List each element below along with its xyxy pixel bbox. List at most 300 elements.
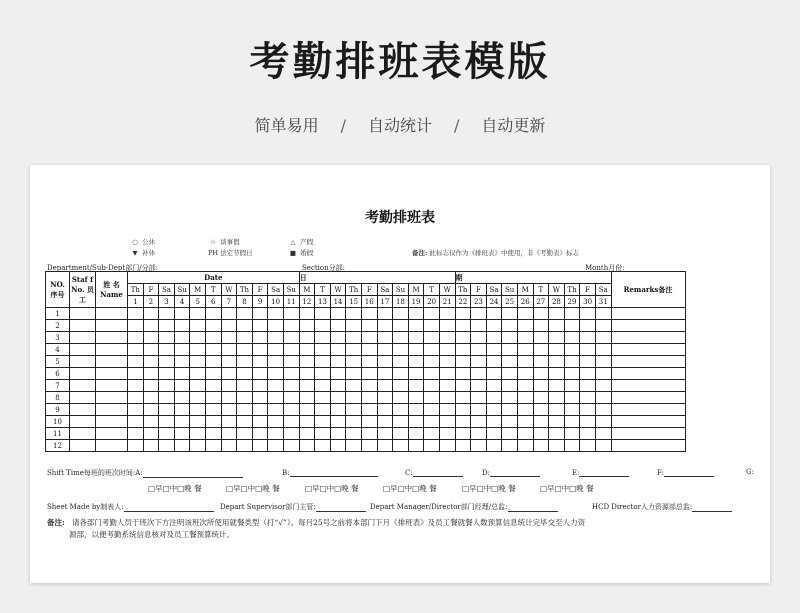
shift-cell[interactable] bbox=[283, 344, 299, 356]
shift-cell[interactable] bbox=[252, 380, 268, 392]
shift-cell[interactable] bbox=[595, 392, 611, 404]
staff-no-cell[interactable] bbox=[70, 332, 96, 344]
remarks-cell[interactable] bbox=[611, 320, 685, 332]
shift-slot-f-field[interactable] bbox=[657, 468, 714, 477]
shift-cell[interactable] bbox=[361, 368, 377, 380]
shift-cell[interactable] bbox=[502, 344, 518, 356]
shift-cell[interactable] bbox=[564, 308, 580, 320]
shift-cell[interactable] bbox=[549, 356, 565, 368]
shift-cell[interactable] bbox=[455, 332, 471, 344]
shift-cell[interactable] bbox=[252, 332, 268, 344]
shift-cell[interactable] bbox=[221, 308, 237, 320]
shift-cell[interactable] bbox=[393, 380, 409, 392]
shift-cell[interactable] bbox=[128, 332, 144, 344]
shift-cell[interactable] bbox=[533, 440, 549, 452]
shift-cell[interactable] bbox=[533, 320, 549, 332]
shift-cell[interactable] bbox=[517, 332, 533, 344]
shift-cell[interactable] bbox=[237, 416, 253, 428]
shift-cell[interactable] bbox=[252, 320, 268, 332]
shift-cell[interactable] bbox=[346, 440, 362, 452]
shift-cell[interactable] bbox=[143, 440, 159, 452]
shift-cell[interactable] bbox=[361, 320, 377, 332]
shift-cell[interactable] bbox=[315, 344, 331, 356]
shift-cell[interactable] bbox=[283, 368, 299, 380]
shift-cell[interactable] bbox=[128, 320, 144, 332]
shift-cell[interactable] bbox=[159, 356, 175, 368]
shift-cell[interactable] bbox=[361, 428, 377, 440]
shift-cell[interactable] bbox=[439, 404, 455, 416]
shift-cell[interactable] bbox=[128, 368, 144, 380]
shift-cell[interactable] bbox=[549, 320, 565, 332]
shift-cell[interactable] bbox=[455, 380, 471, 392]
shift-cell[interactable] bbox=[330, 356, 346, 368]
shift-cell[interactable] bbox=[237, 356, 253, 368]
shift-cell[interactable] bbox=[190, 344, 206, 356]
shift-cell[interactable] bbox=[471, 368, 487, 380]
shift-cell[interactable] bbox=[517, 416, 533, 428]
shift-cell[interactable] bbox=[315, 320, 331, 332]
shift-cell[interactable] bbox=[299, 308, 315, 320]
shift-cell[interactable] bbox=[564, 368, 580, 380]
shift-cell[interactable] bbox=[315, 404, 331, 416]
shift-cell[interactable] bbox=[455, 308, 471, 320]
shift-cell[interactable] bbox=[346, 416, 362, 428]
shift-cell[interactable] bbox=[439, 428, 455, 440]
shift-cell[interactable] bbox=[486, 380, 502, 392]
shift-cell[interactable] bbox=[595, 308, 611, 320]
shift-cell[interactable] bbox=[580, 356, 596, 368]
shift-cell[interactable] bbox=[377, 332, 393, 344]
shift-cell[interactable] bbox=[174, 344, 190, 356]
shift-cell[interactable] bbox=[346, 308, 362, 320]
shift-cell[interactable] bbox=[128, 428, 144, 440]
shift-cell[interactable] bbox=[377, 416, 393, 428]
shift-cell[interactable] bbox=[549, 428, 565, 440]
shift-cell[interactable] bbox=[221, 392, 237, 404]
shift-cell[interactable] bbox=[268, 380, 284, 392]
shift-cell[interactable] bbox=[377, 440, 393, 452]
shift-cell[interactable] bbox=[486, 368, 502, 380]
shift-cell[interactable] bbox=[299, 380, 315, 392]
shift-cell[interactable] bbox=[424, 428, 440, 440]
shift-cell[interactable] bbox=[564, 332, 580, 344]
shift-cell[interactable] bbox=[221, 416, 237, 428]
shift-cell[interactable] bbox=[533, 404, 549, 416]
shift-cell[interactable] bbox=[299, 440, 315, 452]
shift-cell[interactable] bbox=[377, 392, 393, 404]
shift-cell[interactable] bbox=[221, 380, 237, 392]
shift-cell[interactable] bbox=[486, 320, 502, 332]
shift-cell[interactable] bbox=[299, 332, 315, 344]
shift-cell[interactable] bbox=[283, 392, 299, 404]
shift-cell[interactable] bbox=[424, 368, 440, 380]
shift-cell[interactable] bbox=[283, 320, 299, 332]
shift-cell[interactable] bbox=[471, 404, 487, 416]
shift-cell[interactable] bbox=[377, 356, 393, 368]
shift-cell[interactable] bbox=[190, 440, 206, 452]
shift-cell[interactable] bbox=[299, 416, 315, 428]
shift-cell[interactable] bbox=[346, 380, 362, 392]
meal-option-e[interactable]: □早□中□晚 餐 bbox=[462, 484, 516, 493]
shift-cell[interactable] bbox=[283, 416, 299, 428]
shift-cell[interactable] bbox=[128, 380, 144, 392]
shift-cell[interactable] bbox=[424, 440, 440, 452]
shift-cell[interactable] bbox=[533, 356, 549, 368]
shift-cell[interactable] bbox=[268, 404, 284, 416]
shift-cell[interactable] bbox=[595, 320, 611, 332]
shift-cell[interactable] bbox=[174, 368, 190, 380]
shift-slot-g-field[interactable] bbox=[746, 468, 754, 476]
shift-cell[interactable] bbox=[424, 356, 440, 368]
shift-cell[interactable] bbox=[237, 344, 253, 356]
shift-cell[interactable] bbox=[143, 368, 159, 380]
shift-cell[interactable] bbox=[330, 440, 346, 452]
shift-cell[interactable] bbox=[471, 332, 487, 344]
shift-cell[interactable] bbox=[595, 344, 611, 356]
remarks-cell[interactable] bbox=[611, 356, 685, 368]
shift-cell[interactable] bbox=[346, 368, 362, 380]
shift-cell[interactable] bbox=[408, 344, 424, 356]
meal-option-c[interactable]: □早□中□晚 餐 bbox=[305, 484, 359, 493]
shift-cell[interactable] bbox=[159, 368, 175, 380]
staff-no-cell[interactable] bbox=[70, 428, 96, 440]
shift-cell[interactable] bbox=[268, 332, 284, 344]
shift-cell[interactable] bbox=[502, 392, 518, 404]
shift-cell[interactable] bbox=[424, 308, 440, 320]
shift-cell[interactable] bbox=[221, 368, 237, 380]
shift-cell[interactable] bbox=[128, 416, 144, 428]
shift-cell[interactable] bbox=[361, 416, 377, 428]
shift-cell[interactable] bbox=[455, 356, 471, 368]
shift-cell[interactable] bbox=[315, 380, 331, 392]
shift-cell[interactable] bbox=[533, 344, 549, 356]
shift-cell[interactable] bbox=[549, 404, 565, 416]
shift-cell[interactable] bbox=[268, 344, 284, 356]
shift-cell[interactable] bbox=[143, 404, 159, 416]
shift-cell[interactable] bbox=[393, 368, 409, 380]
shift-slot-e-field[interactable] bbox=[572, 468, 629, 477]
shift-cell[interactable] bbox=[564, 404, 580, 416]
remarks-cell[interactable] bbox=[611, 308, 685, 320]
shift-cell[interactable] bbox=[424, 392, 440, 404]
shift-cell[interactable] bbox=[439, 320, 455, 332]
shift-cell[interactable] bbox=[595, 356, 611, 368]
name-cell[interactable] bbox=[96, 320, 128, 332]
shift-cell[interactable] bbox=[252, 440, 268, 452]
shift-cell[interactable] bbox=[564, 320, 580, 332]
signature-manager[interactable]: Depart Manager/Director部门经理/总监: bbox=[370, 502, 558, 512]
shift-cell[interactable] bbox=[471, 320, 487, 332]
meal-option-a[interactable]: □早□中□晚 餐 bbox=[148, 484, 202, 493]
shift-cell[interactable] bbox=[502, 428, 518, 440]
shift-cell[interactable] bbox=[315, 308, 331, 320]
shift-cell[interactable] bbox=[393, 428, 409, 440]
shift-cell[interactable] bbox=[190, 416, 206, 428]
shift-cell[interactable] bbox=[564, 416, 580, 428]
shift-cell[interactable] bbox=[549, 332, 565, 344]
shift-cell[interactable] bbox=[502, 320, 518, 332]
shift-cell[interactable] bbox=[393, 416, 409, 428]
shift-cell[interactable] bbox=[159, 308, 175, 320]
shift-cell[interactable] bbox=[533, 368, 549, 380]
shift-cell[interactable] bbox=[174, 428, 190, 440]
shift-cell[interactable] bbox=[393, 344, 409, 356]
shift-cell[interactable] bbox=[408, 440, 424, 452]
shift-cell[interactable] bbox=[595, 416, 611, 428]
shift-cell[interactable] bbox=[205, 368, 221, 380]
shift-cell[interactable] bbox=[564, 344, 580, 356]
shift-slot-b-field[interactable] bbox=[282, 468, 378, 477]
shift-cell[interactable] bbox=[471, 392, 487, 404]
shift-cell[interactable] bbox=[252, 404, 268, 416]
shift-cell[interactable] bbox=[486, 344, 502, 356]
shift-cell[interactable] bbox=[143, 308, 159, 320]
staff-no-cell[interactable] bbox=[70, 404, 96, 416]
shift-cell[interactable] bbox=[346, 344, 362, 356]
shift-cell[interactable] bbox=[580, 428, 596, 440]
name-cell[interactable] bbox=[96, 344, 128, 356]
shift-cell[interactable] bbox=[580, 344, 596, 356]
shift-cell[interactable] bbox=[128, 440, 144, 452]
shift-cell[interactable] bbox=[471, 428, 487, 440]
shift-cell[interactable] bbox=[517, 392, 533, 404]
shift-cell[interactable] bbox=[361, 380, 377, 392]
shift-cell[interactable] bbox=[439, 356, 455, 368]
remarks-cell[interactable] bbox=[611, 332, 685, 344]
shift-cell[interactable] bbox=[471, 356, 487, 368]
shift-cell[interactable] bbox=[283, 332, 299, 344]
shift-cell[interactable] bbox=[564, 392, 580, 404]
shift-cell[interactable] bbox=[564, 356, 580, 368]
name-cell[interactable] bbox=[96, 380, 128, 392]
shift-cell[interactable] bbox=[502, 368, 518, 380]
name-cell[interactable] bbox=[96, 368, 128, 380]
shift-cell[interactable] bbox=[159, 404, 175, 416]
shift-cell[interactable] bbox=[517, 380, 533, 392]
shift-cell[interactable] bbox=[455, 440, 471, 452]
shift-cell[interactable] bbox=[517, 344, 533, 356]
shift-cell[interactable] bbox=[424, 332, 440, 344]
shift-cell[interactable] bbox=[393, 332, 409, 344]
shift-cell[interactable] bbox=[237, 332, 253, 344]
shift-cell[interactable] bbox=[549, 368, 565, 380]
shift-cell[interactable] bbox=[330, 308, 346, 320]
shift-cell[interactable] bbox=[377, 344, 393, 356]
shift-cell[interactable] bbox=[377, 320, 393, 332]
shift-cell[interactable] bbox=[330, 380, 346, 392]
name-cell[interactable] bbox=[96, 416, 128, 428]
staff-no-cell[interactable] bbox=[70, 368, 96, 380]
shift-cell[interactable] bbox=[517, 428, 533, 440]
shift-cell[interactable] bbox=[424, 344, 440, 356]
shift-cell[interactable] bbox=[315, 440, 331, 452]
shift-cell[interactable] bbox=[159, 416, 175, 428]
shift-cell[interactable] bbox=[361, 308, 377, 320]
shift-cell[interactable] bbox=[408, 332, 424, 344]
shift-cell[interactable] bbox=[143, 428, 159, 440]
shift-cell[interactable] bbox=[252, 356, 268, 368]
shift-cell[interactable] bbox=[205, 308, 221, 320]
shift-cell[interactable] bbox=[221, 344, 237, 356]
remarks-cell[interactable] bbox=[611, 404, 685, 416]
shift-cell[interactable] bbox=[221, 404, 237, 416]
shift-cell[interactable] bbox=[377, 368, 393, 380]
shift-cell[interactable] bbox=[174, 416, 190, 428]
shift-cell[interactable] bbox=[424, 404, 440, 416]
shift-cell[interactable] bbox=[268, 440, 284, 452]
shift-cell[interactable] bbox=[361, 356, 377, 368]
shift-cell[interactable] bbox=[299, 356, 315, 368]
shift-cell[interactable] bbox=[190, 428, 206, 440]
shift-cell[interactable] bbox=[252, 368, 268, 380]
shift-cell[interactable] bbox=[393, 392, 409, 404]
shift-cell[interactable] bbox=[533, 308, 549, 320]
shift-cell[interactable] bbox=[237, 428, 253, 440]
shift-cell[interactable] bbox=[408, 308, 424, 320]
shift-cell[interactable] bbox=[237, 404, 253, 416]
shift-cell[interactable] bbox=[502, 356, 518, 368]
shift-cell[interactable] bbox=[502, 308, 518, 320]
shift-cell[interactable] bbox=[361, 404, 377, 416]
signature-supervisor[interactable]: Depart Supervisor部门主管: bbox=[220, 502, 366, 512]
shift-cell[interactable] bbox=[159, 320, 175, 332]
shift-cell[interactable] bbox=[517, 308, 533, 320]
shift-cell[interactable] bbox=[486, 356, 502, 368]
shift-cell[interactable] bbox=[486, 332, 502, 344]
remarks-cell[interactable] bbox=[611, 392, 685, 404]
shift-cell[interactable] bbox=[190, 356, 206, 368]
shift-cell[interactable] bbox=[174, 356, 190, 368]
remarks-cell[interactable] bbox=[611, 440, 685, 452]
shift-cell[interactable] bbox=[471, 344, 487, 356]
shift-cell[interactable] bbox=[174, 392, 190, 404]
shift-cell[interactable] bbox=[268, 416, 284, 428]
shift-cell[interactable] bbox=[252, 416, 268, 428]
shift-cell[interactable] bbox=[252, 392, 268, 404]
meal-option-f[interactable]: □早□中□晚 餐 bbox=[540, 484, 594, 493]
shift-cell[interactable] bbox=[549, 308, 565, 320]
shift-cell[interactable] bbox=[564, 428, 580, 440]
staff-no-cell[interactable] bbox=[70, 380, 96, 392]
shift-cell[interactable] bbox=[455, 368, 471, 380]
shift-cell[interactable] bbox=[408, 404, 424, 416]
shift-cell[interactable] bbox=[580, 392, 596, 404]
shift-cell[interactable] bbox=[439, 380, 455, 392]
shift-cell[interactable] bbox=[580, 368, 596, 380]
shift-cell[interactable] bbox=[502, 332, 518, 344]
shift-cell[interactable] bbox=[252, 308, 268, 320]
shift-cell[interactable] bbox=[190, 368, 206, 380]
shift-cell[interactable] bbox=[408, 416, 424, 428]
shift-cell[interactable] bbox=[580, 320, 596, 332]
shift-cell[interactable] bbox=[299, 428, 315, 440]
shift-cell[interactable] bbox=[159, 344, 175, 356]
shift-cell[interactable] bbox=[533, 380, 549, 392]
shift-cell[interactable] bbox=[315, 392, 331, 404]
shift-cell[interactable] bbox=[517, 356, 533, 368]
shift-cell[interactable] bbox=[174, 404, 190, 416]
shift-cell[interactable] bbox=[268, 308, 284, 320]
shift-cell[interactable] bbox=[190, 320, 206, 332]
shift-cell[interactable] bbox=[533, 392, 549, 404]
shift-cell[interactable] bbox=[439, 308, 455, 320]
shift-cell[interactable] bbox=[439, 344, 455, 356]
shift-cell[interactable] bbox=[564, 380, 580, 392]
shift-cell[interactable] bbox=[502, 440, 518, 452]
shift-cell[interactable] bbox=[283, 404, 299, 416]
shift-cell[interactable] bbox=[580, 416, 596, 428]
shift-cell[interactable] bbox=[190, 332, 206, 344]
shift-cell[interactable] bbox=[159, 332, 175, 344]
shift-cell[interactable] bbox=[128, 356, 144, 368]
shift-cell[interactable] bbox=[299, 404, 315, 416]
staff-no-cell[interactable] bbox=[70, 392, 96, 404]
shift-cell[interactable] bbox=[237, 380, 253, 392]
shift-cell[interactable] bbox=[455, 344, 471, 356]
shift-cell[interactable] bbox=[502, 404, 518, 416]
shift-cell[interactable] bbox=[455, 320, 471, 332]
shift-cell[interactable] bbox=[408, 392, 424, 404]
shift-cell[interactable] bbox=[549, 380, 565, 392]
shift-cell[interactable] bbox=[580, 380, 596, 392]
shift-cell[interactable] bbox=[315, 368, 331, 380]
shift-cell[interactable] bbox=[283, 356, 299, 368]
shift-cell[interactable] bbox=[299, 344, 315, 356]
name-cell[interactable] bbox=[96, 308, 128, 320]
shift-cell[interactable] bbox=[283, 428, 299, 440]
shift-cell[interactable] bbox=[330, 320, 346, 332]
shift-cell[interactable] bbox=[252, 428, 268, 440]
name-cell[interactable] bbox=[96, 356, 128, 368]
shift-cell[interactable] bbox=[128, 344, 144, 356]
shift-cell[interactable] bbox=[190, 308, 206, 320]
name-cell[interactable] bbox=[96, 404, 128, 416]
staff-no-cell[interactable] bbox=[70, 356, 96, 368]
shift-cell[interactable] bbox=[268, 392, 284, 404]
shift-cell[interactable] bbox=[346, 332, 362, 344]
shift-cell[interactable] bbox=[283, 380, 299, 392]
shift-cell[interactable] bbox=[595, 380, 611, 392]
shift-cell[interactable] bbox=[517, 404, 533, 416]
shift-cell[interactable] bbox=[580, 332, 596, 344]
signature-maker[interactable]: Sheet Made by制表人: bbox=[47, 502, 214, 512]
shift-cell[interactable] bbox=[549, 344, 565, 356]
shift-cell[interactable] bbox=[205, 440, 221, 452]
shift-cell[interactable] bbox=[471, 440, 487, 452]
shift-cell[interactable] bbox=[346, 404, 362, 416]
shift-cell[interactable] bbox=[486, 404, 502, 416]
remarks-cell[interactable] bbox=[611, 368, 685, 380]
shift-cell[interactable] bbox=[595, 368, 611, 380]
shift-cell[interactable] bbox=[330, 428, 346, 440]
shift-cell[interactable] bbox=[128, 404, 144, 416]
shift-cell[interactable] bbox=[330, 392, 346, 404]
shift-cell[interactable] bbox=[205, 320, 221, 332]
staff-no-cell[interactable] bbox=[70, 344, 96, 356]
shift-cell[interactable] bbox=[128, 308, 144, 320]
shift-cell[interactable] bbox=[533, 416, 549, 428]
shift-cell[interactable] bbox=[439, 392, 455, 404]
shift-cell[interactable] bbox=[174, 308, 190, 320]
name-cell[interactable] bbox=[96, 392, 128, 404]
shift-cell[interactable] bbox=[221, 356, 237, 368]
remarks-cell[interactable] bbox=[611, 380, 685, 392]
shift-cell[interactable] bbox=[377, 308, 393, 320]
remarks-cell[interactable] bbox=[611, 416, 685, 428]
shift-cell[interactable] bbox=[471, 308, 487, 320]
shift-cell[interactable] bbox=[408, 368, 424, 380]
shift-cell[interactable] bbox=[237, 308, 253, 320]
